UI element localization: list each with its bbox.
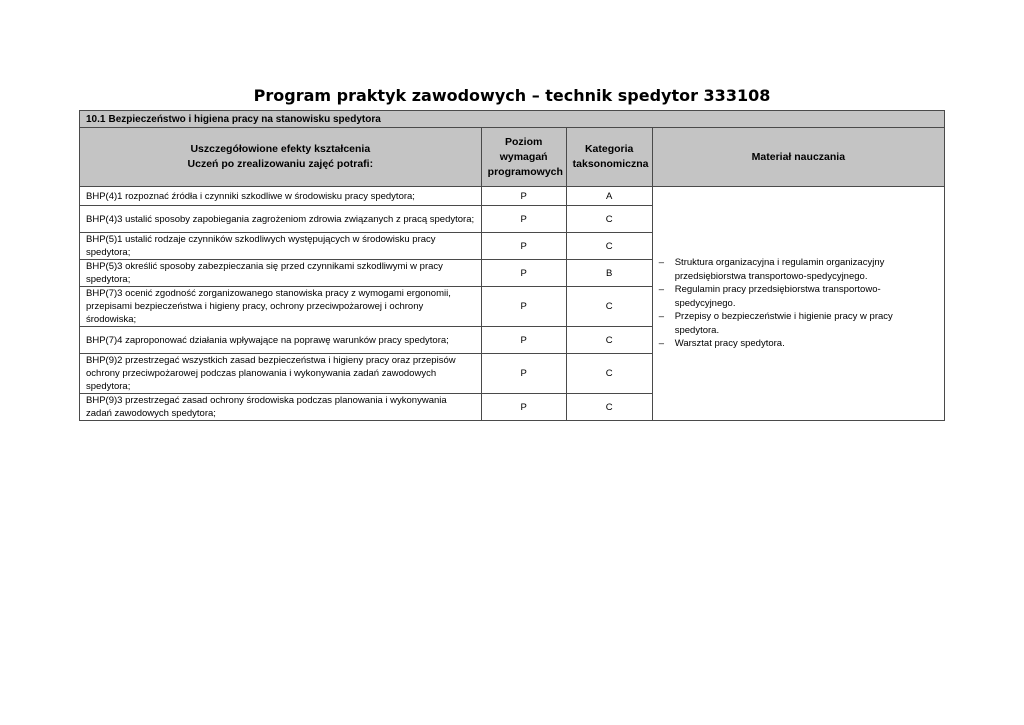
list-item — [659, 337, 938, 351]
effect-cell: BHP(4)1 rozpoznać źródła i czynniki szkodliwe w środowisku pracy spedytora; — [80, 187, 482, 206]
header-level: Poziom wymagań programowych — [481, 128, 566, 187]
page-title: Program praktyk zawodowych – technik spedytor 333108 — [253, 86, 771, 105]
dash-bullet-icon: – — [658, 257, 665, 269]
list-item — [659, 283, 938, 310]
section-title: Bezpieczeństwo i higiena pracy na stanowisku spedytora — [108, 113, 381, 125]
material-text: Regulamin pracy przedsiębiorstwa transportowo-spedycyjnego. — [674, 284, 881, 309]
category-cell: C — [566, 233, 652, 260]
category-cell: C — [566, 394, 652, 421]
section-header-cell — [80, 111, 945, 128]
header-effects — [80, 128, 482, 187]
level-cell: P — [481, 327, 566, 354]
section-number: 10.1 — [86, 113, 106, 125]
list-item — [659, 256, 938, 283]
level-cell: P — [481, 394, 566, 421]
level-cell: P — [481, 187, 566, 206]
header-effects-line2: Uczeń po zrealizowaniu zajęć potrafi: — [187, 158, 374, 170]
effect-cell: BHP(4)3 ustalić sposoby zapobiegania zagrożeniom zdrowia związanych z pracą spedytora; — [80, 206, 482, 233]
category-cell: B — [566, 260, 652, 287]
header-materials: Materiał nauczania — [652, 128, 944, 187]
dash-bullet-icon: – — [658, 311, 665, 323]
category-cell: C — [566, 287, 652, 327]
level-cell: P — [481, 260, 566, 287]
level-cell: P — [481, 354, 566, 394]
table-row — [80, 187, 945, 206]
materials-list — [659, 256, 938, 351]
effect-cell: BHP(5)3 określić sposoby zabezpieczania się przed czynnikami szkodliwymi w pracy spedytora; — [80, 260, 482, 287]
list-item — [659, 310, 938, 337]
effect-cell: BHP(9)2 przestrzegać wszystkich zasad bezpieczeństwa i higieny pracy oraz przepisów ochrony przeciwpożarowej podczas planowania i wykonywania zadań zawodowych spedytora; — [80, 354, 482, 394]
level-cell: P — [481, 287, 566, 327]
category-cell: C — [566, 206, 652, 233]
dash-bullet-icon: – — [658, 284, 665, 296]
material-text: Przepisy o bezpieczeństwie i higienie pracy w pracy spedytora. — [674, 311, 893, 336]
dash-bullet-icon: – — [658, 338, 665, 350]
materials-cell — [652, 187, 944, 421]
category-cell: A — [566, 187, 652, 206]
program-table — [79, 110, 945, 421]
material-text: Struktura organizacyjna i regulamin organizacyjny przedsiębiorstwa transportowo-spedycyjnego. — [674, 257, 885, 282]
section-header-row — [80, 111, 945, 128]
column-header-row — [80, 128, 945, 187]
effect-cell: BHP(9)3 przestrzegać zasad ochrony środowiska podczas planowania i wykonywania zadań zawodowych spedytora; — [80, 394, 482, 421]
effect-cell: BHP(5)1 ustalić rodzaje czynników szkodliwych występujących w środowisku pracy spedytora; — [80, 233, 482, 260]
category-cell: C — [566, 354, 652, 394]
header-effects-line1: Uszczegółowione efekty kształcenia — [190, 143, 371, 155]
category-cell: C — [566, 327, 652, 354]
effect-cell: BHP(7)4 zaproponować działania wpływające na poprawę warunków pracy spedytora; — [80, 327, 482, 354]
effect-cell: BHP(7)3 ocenić zgodność zorganizowanego stanowiska pracy z wymogami ergonomii, przepisami bezpieczeństwa i higieny pracy, ochrony przeciwpożarowej i ochrony środowiska; — [80, 287, 482, 327]
level-cell: P — [481, 233, 566, 260]
header-category: Kategoria taksonomiczna — [566, 128, 652, 187]
level-cell: P — [481, 206, 566, 233]
material-text: Warsztat pracy spedytora. — [674, 338, 785, 350]
